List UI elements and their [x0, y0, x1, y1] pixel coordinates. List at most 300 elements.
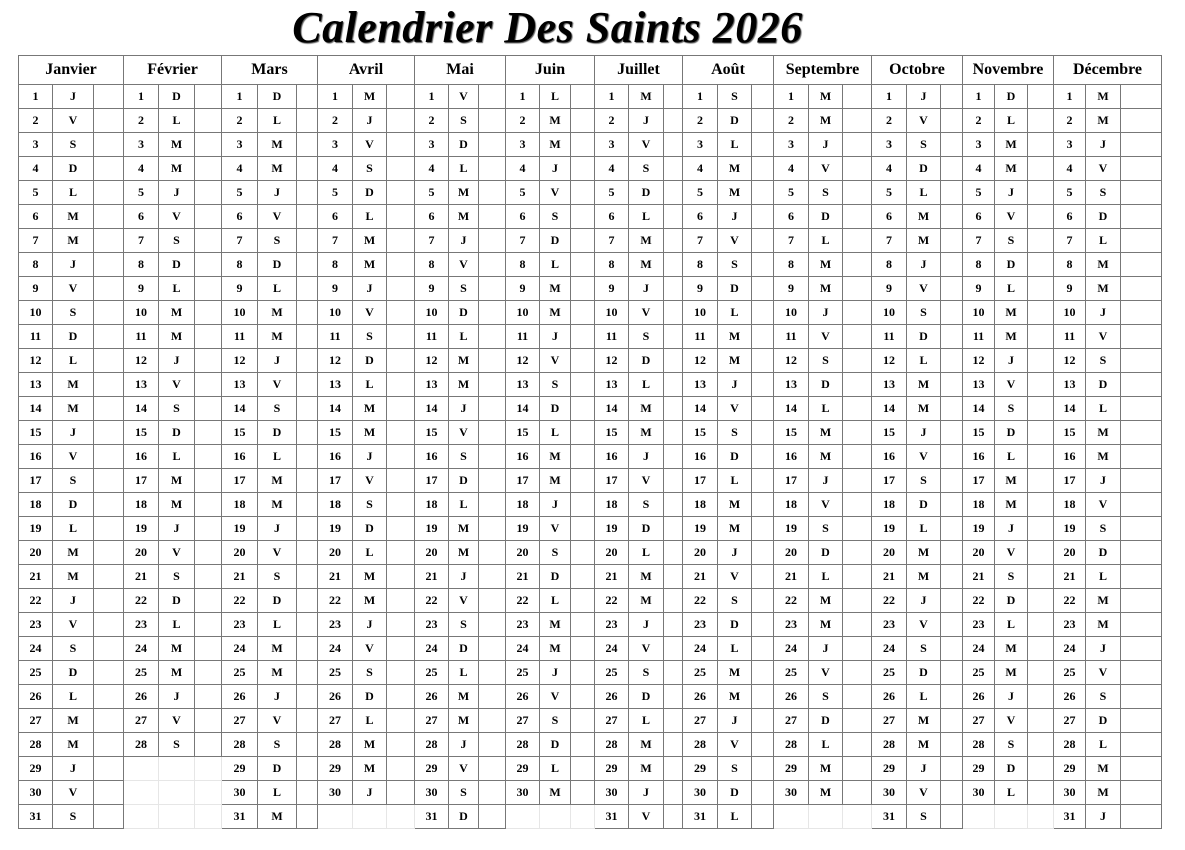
saint-cell: [195, 469, 222, 493]
saint-cell: [1028, 325, 1054, 349]
day-row: [19, 517, 1162, 541]
day-number: 5: [774, 181, 809, 205]
saint-cell: [94, 109, 124, 133]
saint-cell: [94, 205, 124, 229]
saint-cell: [387, 133, 415, 157]
weekday-letter: L: [629, 709, 664, 733]
weekday-letter: M: [258, 469, 297, 493]
day-number: 15: [222, 421, 258, 445]
saint-cell: [94, 397, 124, 421]
day-number: 2: [124, 109, 159, 133]
day-number: 2: [506, 109, 540, 133]
day-row: [19, 709, 1162, 733]
saint-cell: [297, 421, 318, 445]
weekday-letter: D: [449, 133, 479, 157]
saint-cell: [387, 181, 415, 205]
weekday-letter: J: [809, 469, 843, 493]
saint-cell: [1121, 445, 1162, 469]
day-number: 26: [506, 685, 540, 709]
day-number: 9: [415, 277, 449, 301]
saint-cell: [297, 517, 318, 541]
day-number: 3: [872, 133, 907, 157]
weekday-letter: M: [353, 229, 387, 253]
day-number: 22: [963, 589, 995, 613]
day-number: 11: [19, 325, 53, 349]
day-number: 14: [1054, 397, 1086, 421]
weekday-letter: D: [629, 685, 664, 709]
weekday-letter: J: [353, 781, 387, 805]
weekday-letter: D: [258, 757, 297, 781]
weekday-letter: M: [449, 685, 479, 709]
day-row: [19, 757, 1162, 781]
weekday-letter: J: [53, 757, 94, 781]
weekday-letter: D: [159, 589, 195, 613]
saint-cell: [479, 757, 506, 781]
day-number: 1: [222, 85, 258, 109]
saint-cell: [297, 349, 318, 373]
day-number: 2: [872, 109, 907, 133]
day-number: 15: [963, 421, 995, 445]
weekday-letter: [159, 805, 195, 829]
weekday-letter: L: [907, 517, 941, 541]
saint-cell: [1028, 661, 1054, 685]
saint-cell: [571, 421, 595, 445]
weekday-letter: J: [718, 205, 752, 229]
weekday-letter: L: [995, 109, 1028, 133]
weekday-letter: V: [809, 661, 843, 685]
weekday-letter: L: [995, 781, 1028, 805]
day-number: 17: [124, 469, 159, 493]
weekday-letter: D: [258, 589, 297, 613]
weekday-letter: S: [353, 493, 387, 517]
weekday-letter: M: [629, 421, 664, 445]
saint-cell: [479, 157, 506, 181]
day-number: 13: [222, 373, 258, 397]
month-header: Décembre: [1054, 56, 1162, 85]
day-number: 29: [506, 757, 540, 781]
saint-cell: [941, 613, 963, 637]
weekday-letter: S: [449, 781, 479, 805]
saint-cell: [752, 757, 774, 781]
day-number: [963, 805, 995, 829]
weekday-letter: M: [159, 301, 195, 325]
weekday-letter: M: [995, 637, 1028, 661]
saint-cell: [479, 661, 506, 685]
day-number: 7: [595, 229, 629, 253]
saint-cell: [752, 325, 774, 349]
weekday-letter: M: [159, 637, 195, 661]
saint-cell: [843, 517, 872, 541]
weekday-letter: S: [1086, 517, 1121, 541]
saint-cell: [94, 709, 124, 733]
saint-cell: [94, 85, 124, 109]
saint-cell: [843, 805, 872, 829]
weekday-letter: V: [718, 565, 752, 589]
saint-cell: [1121, 517, 1162, 541]
saint-cell: [387, 301, 415, 325]
saint-cell: [297, 301, 318, 325]
day-number: 6: [222, 205, 258, 229]
weekday-letter: L: [353, 541, 387, 565]
day-number: 1: [506, 85, 540, 109]
weekday-letter: J: [53, 421, 94, 445]
saint-cell: [1028, 445, 1054, 469]
weekday-letter: J: [540, 493, 571, 517]
day-number: 19: [963, 517, 995, 541]
weekday-letter: D: [907, 157, 941, 181]
day-number: 16: [19, 445, 53, 469]
day-number: 15: [124, 421, 159, 445]
day-row: [19, 733, 1162, 757]
day-number: 28: [124, 733, 159, 757]
saint-cell: [195, 445, 222, 469]
day-number: 21: [683, 565, 718, 589]
day-number: 16: [774, 445, 809, 469]
day-number: 19: [19, 517, 53, 541]
saint-cell: [941, 565, 963, 589]
weekday-letter: M: [718, 325, 752, 349]
day-number: 22: [683, 589, 718, 613]
saint-cell: [843, 493, 872, 517]
saint-cell: [571, 685, 595, 709]
day-number: 26: [963, 685, 995, 709]
weekday-letter: M: [809, 85, 843, 109]
weekday-letter: J: [159, 685, 195, 709]
day-number: 16: [124, 445, 159, 469]
day-number: 9: [222, 277, 258, 301]
weekday-letter: V: [53, 613, 94, 637]
weekday-letter: M: [258, 493, 297, 517]
month-header: Avril: [318, 56, 415, 85]
saint-cell: [571, 253, 595, 277]
saint-cell: [843, 157, 872, 181]
weekday-letter: M: [995, 469, 1028, 493]
day-number: 30: [872, 781, 907, 805]
weekday-letter: M: [540, 109, 571, 133]
saint-cell: [843, 397, 872, 421]
saint-cell: [94, 661, 124, 685]
saint-cell: [941, 277, 963, 301]
weekday-letter: J: [907, 85, 941, 109]
day-number: 12: [124, 349, 159, 373]
saint-cell: [752, 349, 774, 373]
weekday-letter: M: [449, 517, 479, 541]
day-number: 11: [595, 325, 629, 349]
day-number: 18: [124, 493, 159, 517]
day-number: 12: [963, 349, 995, 373]
weekday-letter: L: [540, 253, 571, 277]
weekday-letter: [159, 781, 195, 805]
day-number: 26: [415, 685, 449, 709]
saint-cell: [195, 613, 222, 637]
day-number: 27: [415, 709, 449, 733]
saint-cell: [1121, 685, 1162, 709]
saint-cell: [571, 469, 595, 493]
day-row: [19, 493, 1162, 517]
weekday-letter: V: [258, 541, 297, 565]
weekday-letter: J: [1086, 637, 1121, 661]
day-number: 17: [1054, 469, 1086, 493]
weekday-letter: S: [629, 661, 664, 685]
saint-cell: [1121, 637, 1162, 661]
weekday-letter: J: [353, 109, 387, 133]
day-number: 2: [415, 109, 449, 133]
saint-cell: [752, 181, 774, 205]
day-number: 29: [222, 757, 258, 781]
weekday-letter: S: [540, 541, 571, 565]
weekday-letter: L: [258, 613, 297, 637]
saint-cell: [297, 85, 318, 109]
saint-cell: [1121, 181, 1162, 205]
saint-cell: [387, 637, 415, 661]
day-number: 21: [318, 565, 353, 589]
saint-cell: [1121, 229, 1162, 253]
calendar-table: [18, 55, 1162, 829]
day-number: 27: [124, 709, 159, 733]
saint-cell: [195, 661, 222, 685]
day-number: 30: [506, 781, 540, 805]
saint-cell: [479, 181, 506, 205]
weekday-letter: M: [540, 613, 571, 637]
day-number: 25: [222, 661, 258, 685]
weekday-letter: D: [540, 565, 571, 589]
weekday-letter: J: [449, 565, 479, 589]
day-number: 22: [506, 589, 540, 613]
saint-cell: [94, 493, 124, 517]
saint-cell: [571, 589, 595, 613]
saint-cell: [479, 85, 506, 109]
weekday-letter: V: [353, 469, 387, 493]
weekday-letter: L: [258, 445, 297, 469]
saint-cell: [297, 325, 318, 349]
day-number: 10: [124, 301, 159, 325]
weekday-letter: J: [258, 517, 297, 541]
weekday-letter: L: [353, 709, 387, 733]
saint-cell: [479, 301, 506, 325]
day-number: 27: [963, 709, 995, 733]
saint-cell: [1028, 493, 1054, 517]
day-number: 16: [506, 445, 540, 469]
day-number: 16: [683, 445, 718, 469]
day-number: 14: [683, 397, 718, 421]
day-number: 12: [415, 349, 449, 373]
saint-cell: [664, 301, 683, 325]
day-number: 30: [963, 781, 995, 805]
weekday-letter: M: [1086, 109, 1121, 133]
weekday-letter: M: [540, 277, 571, 301]
saint-cell: [1028, 517, 1054, 541]
day-row: [19, 661, 1162, 685]
day-row: [19, 301, 1162, 325]
weekday-letter: V: [53, 277, 94, 301]
day-number: 31: [1054, 805, 1086, 829]
weekday-letter: S: [449, 109, 479, 133]
weekday-letter: M: [907, 541, 941, 565]
weekday-letter: M: [540, 637, 571, 661]
saint-cell: [297, 565, 318, 589]
saint-cell: [94, 685, 124, 709]
saint-cell: [387, 733, 415, 757]
weekday-letter: D: [540, 397, 571, 421]
day-number: 28: [1054, 733, 1086, 757]
weekday-letter: M: [1086, 613, 1121, 637]
month-header: Février: [124, 56, 222, 85]
saint-cell: [843, 589, 872, 613]
saint-cell: [1121, 613, 1162, 637]
saint-cell: [941, 85, 963, 109]
weekday-letter: S: [809, 517, 843, 541]
day-number: 15: [506, 421, 540, 445]
saint-cell: [297, 733, 318, 757]
weekday-letter: S: [629, 157, 664, 181]
day-number: 6: [595, 205, 629, 229]
day-number: 29: [415, 757, 449, 781]
day-number: 5: [683, 181, 718, 205]
day-number: 4: [963, 157, 995, 181]
day-number: 23: [415, 613, 449, 637]
day-number: 20: [774, 541, 809, 565]
weekday-letter: D: [995, 253, 1028, 277]
day-number: 15: [683, 421, 718, 445]
saint-cell: [195, 205, 222, 229]
weekday-letter: M: [1086, 781, 1121, 805]
weekday-letter: V: [353, 133, 387, 157]
saint-cell: [752, 805, 774, 829]
weekday-letter: J: [353, 277, 387, 301]
day-number: 24: [415, 637, 449, 661]
day-number: 18: [506, 493, 540, 517]
weekday-letter: S: [449, 277, 479, 301]
saint-cell: [1028, 277, 1054, 301]
day-number: 30: [595, 781, 629, 805]
saint-cell: [664, 469, 683, 493]
day-number: 14: [963, 397, 995, 421]
saint-cell: [571, 733, 595, 757]
weekday-letter: V: [159, 709, 195, 733]
saint-cell: [1028, 565, 1054, 589]
day-number: 3: [506, 133, 540, 157]
saint-cell: [571, 757, 595, 781]
day-number: 17: [318, 469, 353, 493]
weekday-letter: L: [258, 781, 297, 805]
weekday-letter: M: [353, 589, 387, 613]
saint-cell: [387, 589, 415, 613]
day-number: 12: [595, 349, 629, 373]
weekday-letter: M: [809, 613, 843, 637]
saint-cell: [1028, 421, 1054, 445]
saint-cell: [1028, 613, 1054, 637]
saint-cell: [752, 397, 774, 421]
saint-cell: [664, 805, 683, 829]
day-number: 25: [506, 661, 540, 685]
day-number: 15: [318, 421, 353, 445]
weekday-letter: M: [718, 685, 752, 709]
day-number: 18: [774, 493, 809, 517]
saint-cell: [94, 301, 124, 325]
weekday-letter: V: [353, 637, 387, 661]
day-number: 12: [1054, 349, 1086, 373]
saint-cell: [297, 637, 318, 661]
weekday-letter: L: [995, 445, 1028, 469]
weekday-letter: S: [907, 805, 941, 829]
day-number: 10: [415, 301, 449, 325]
weekday-letter: M: [629, 733, 664, 757]
weekday-letter: M: [353, 253, 387, 277]
day-number: 13: [318, 373, 353, 397]
saint-cell: [195, 493, 222, 517]
saint-cell: [1028, 685, 1054, 709]
day-number: 28: [774, 733, 809, 757]
saint-cell: [664, 421, 683, 445]
weekday-letter: D: [53, 661, 94, 685]
day-number: 20: [963, 541, 995, 565]
weekday-letter: V: [907, 109, 941, 133]
weekday-letter: D: [353, 349, 387, 373]
saint-cell: [664, 757, 683, 781]
day-number: 7: [1054, 229, 1086, 253]
weekday-letter: V: [995, 205, 1028, 229]
weekday-letter: M: [449, 373, 479, 397]
saint-cell: [843, 709, 872, 733]
day-number: 24: [124, 637, 159, 661]
saint-cell: [1028, 181, 1054, 205]
weekday-letter: M: [629, 85, 664, 109]
saint-cell: [297, 133, 318, 157]
weekday-letter: V: [629, 469, 664, 493]
weekday-letter: M: [809, 445, 843, 469]
day-number: 4: [872, 157, 907, 181]
weekday-letter: L: [718, 637, 752, 661]
saint-cell: [387, 541, 415, 565]
saint-cell: [664, 541, 683, 565]
weekday-letter: M: [718, 181, 752, 205]
day-number: 17: [683, 469, 718, 493]
weekday-letter: S: [1086, 349, 1121, 373]
day-number: 13: [1054, 373, 1086, 397]
day-number: 21: [415, 565, 449, 589]
saint-cell: [387, 805, 415, 829]
day-number: 10: [595, 301, 629, 325]
saint-cell: [752, 589, 774, 613]
day-number: 11: [683, 325, 718, 349]
day-number: 4: [124, 157, 159, 181]
weekday-letter: M: [258, 805, 297, 829]
saint-cell: [479, 349, 506, 373]
saint-cell: [571, 613, 595, 637]
day-number: 16: [1054, 445, 1086, 469]
weekday-letter: L: [629, 373, 664, 397]
day-number: 18: [19, 493, 53, 517]
weekday-letter: M: [809, 421, 843, 445]
saint-cell: [479, 781, 506, 805]
weekday-letter: S: [159, 229, 195, 253]
weekday-letter: S: [809, 349, 843, 373]
weekday-letter: M: [258, 133, 297, 157]
weekday-letter: J: [809, 301, 843, 325]
saint-cell: [387, 325, 415, 349]
weekday-letter: V: [995, 541, 1028, 565]
day-number: 4: [19, 157, 53, 181]
day-number: 7: [318, 229, 353, 253]
day-number: 6: [1054, 205, 1086, 229]
saint-cell: [1028, 781, 1054, 805]
day-number: 5: [872, 181, 907, 205]
day-number: 7: [683, 229, 718, 253]
weekday-letter: D: [809, 373, 843, 397]
day-number: 19: [415, 517, 449, 541]
weekday-letter: L: [540, 85, 571, 109]
day-number: 3: [1054, 133, 1086, 157]
